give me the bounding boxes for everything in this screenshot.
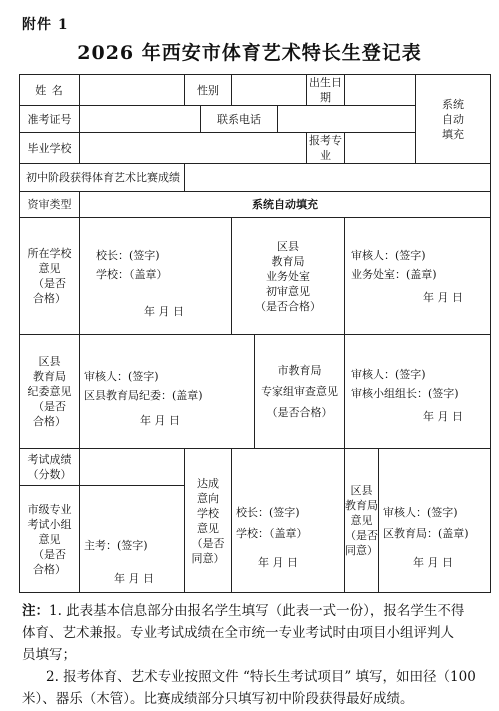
attachment-label: 附件 1: [22, 17, 69, 33]
discipline-opinion-field[interactable]: [80, 335, 255, 449]
auditor-sign-3: 审核人：(签字): [351, 368, 426, 381]
audit-leader-sign: 审核小组组长：(签字): [351, 387, 459, 400]
row-second-review: [20, 335, 491, 449]
note-line-3: 员填写；: [22, 647, 76, 663]
exam-score-label: 考试成绩 （分数）: [20, 449, 80, 486]
birth-date-field[interactable]: [345, 75, 416, 106]
photo-area: [416, 75, 491, 164]
district-opinion-field[interactable]: [379, 449, 491, 593]
date-6: 年 月 日: [258, 556, 298, 569]
note-line-5: 米）、器乐（木管）。比赛成绩部分只填写初中阶段获得最好成绩。: [22, 691, 414, 707]
school-opinion-field[interactable]: [80, 218, 232, 335]
date-1: 年 月 日: [144, 305, 184, 318]
target-school-opinion-field[interactable]: [232, 449, 345, 593]
birth-date-label: 出生日期: [307, 75, 345, 106]
exam-score-field[interactable]: [80, 449, 185, 486]
phone-field[interactable]: [278, 106, 416, 133]
city-expert-sign-area[interactable]: [345, 335, 491, 449]
date-7: 年 月 日: [413, 556, 454, 569]
city-group-opinion-label: 市级专业 考试小组 意见 （是否 合格）: [20, 486, 80, 593]
note-line-2: 体育、艺术兼报。专业考试成绩在全市统一专业考试时由项目小组评判人: [22, 625, 454, 641]
row-awards: [20, 164, 491, 192]
exam-id-field[interactable]: [80, 106, 201, 133]
city-group-opinion-field[interactable]: [80, 486, 185, 593]
principal-sign-2: 校长：(签字): [236, 506, 300, 519]
note-line-1: 1. 此表基本信息部分由报名学生填写（此表一式一份），报名学生不得: [49, 603, 465, 619]
phone-label: 联系电话: [201, 106, 278, 133]
row-review-type: [20, 192, 491, 218]
page-title: 2026 年西安市体育艺术特长生登记表: [77, 42, 422, 64]
school-opinion-label: 所在学校 意见 （是否 合格）: [20, 218, 80, 335]
middle-award-field[interactable]: [185, 164, 491, 192]
gender-field[interactable]: [232, 75, 307, 106]
auditor-sign-1: 审核人：(签字): [351, 249, 426, 262]
row-exam-score: [20, 449, 491, 486]
district-bureau-seal: 区教育局：(盖章): [383, 527, 469, 540]
date-3: 年 月 日: [140, 414, 180, 427]
principal-sign: 校长：(签字): [96, 249, 160, 262]
review-type-value: 系统自动填充: [80, 192, 491, 218]
school-field[interactable]: [80, 133, 307, 164]
target-school-opinion-label: 达成 意向 学校 意见 （是否 同意）: [185, 449, 232, 593]
examiner-sign: 主考：(签字): [84, 539, 148, 552]
school-seal: 学校：（盖章）: [96, 268, 168, 281]
notes: [22, 600, 482, 710]
photo-text-1: 系统: [442, 97, 465, 111]
row-first-review: [20, 218, 491, 335]
date-4: 年 月 日: [423, 410, 464, 423]
auditor-sign-4: 审核人：(签字): [383, 506, 458, 519]
gender-label: 性别: [185, 75, 232, 106]
district-initial-opinion[interactable]: 区县 教育局 业务处室 初审意见 （是否合格）: [232, 218, 345, 335]
date-2: 年 月 日: [423, 291, 464, 304]
registration-form: [19, 74, 491, 593]
school-label: 毕业学校: [20, 133, 80, 164]
photo-text-3: 填充: [442, 127, 465, 141]
review-type-label: 资审类型: [20, 192, 80, 218]
school-seal-2: 学校：（盖章）: [236, 527, 308, 540]
photo-text-2: 自动: [442, 112, 465, 126]
district-opinion-label: 区县 教育局 意见 （是否 同意）: [345, 449, 379, 593]
city-expert-opinion[interactable]: 市教育局 专家组审查意见 （是否合格）: [255, 335, 345, 449]
auditor-sign-2: 审核人：(签字): [84, 370, 159, 383]
notes-prefix: 注：: [22, 603, 49, 619]
date-5: 年 月 日: [114, 572, 154, 585]
district-initial-sign-area[interactable]: [345, 218, 491, 335]
business-office-seal: 业务处室：(盖章): [351, 268, 437, 281]
name-label: 姓 名: [20, 75, 80, 106]
note-line-4: 2. 报考体育、艺术专业按照文件 “特长生考试项目” 填写，如田径（100: [46, 669, 476, 685]
middle-award-label: 初中阶段获得体育艺术比赛成绩: [20, 164, 185, 192]
row-name: [20, 75, 491, 106]
major-label: 报考专业: [307, 133, 345, 164]
discipline-opinion-label: 区县 教育局 纪委意见 （是否 合格）: [20, 335, 80, 449]
district-discipline-seal: 区县教育局纪委：(盖章): [84, 389, 203, 402]
exam-id-label: 准考证号: [20, 106, 80, 133]
name-field[interactable]: [80, 75, 185, 106]
major-field[interactable]: [345, 133, 416, 164]
